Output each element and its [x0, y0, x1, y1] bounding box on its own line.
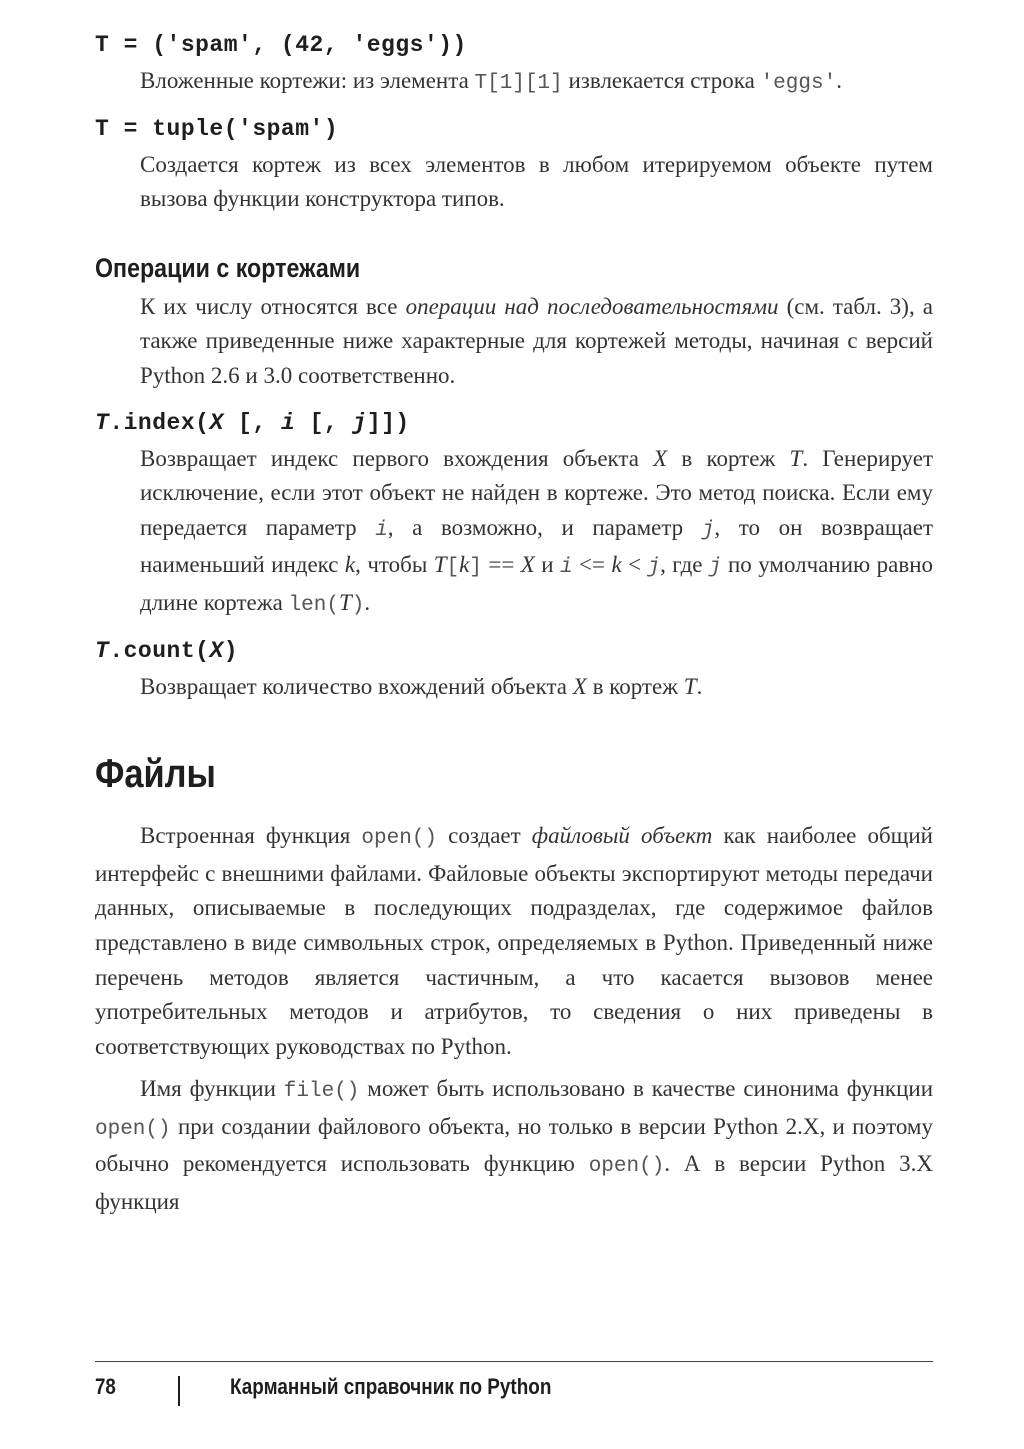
- var: i: [375, 518, 388, 542]
- text: извлекается строка: [562, 68, 761, 93]
- code: len(: [288, 593, 339, 617]
- text: Имя функции: [140, 1076, 284, 1102]
- emphasis: файловый объект: [531, 823, 713, 849]
- text: , чтобы: [355, 552, 434, 578]
- text: в кортеж: [667, 445, 790, 471]
- text: по умолчанию равно длине кортежа: [140, 552, 934, 615]
- var: T: [789, 445, 803, 471]
- param: X: [209, 637, 224, 664]
- text: при создании файлового объекта, но только в версии Python 2.X, и поэтому обычно рекомендуется использовать функцию: [95, 1113, 933, 1177]
- code: [,: [295, 409, 353, 436]
- param: T: [95, 409, 110, 436]
- text: .: [836, 68, 842, 93]
- text: .: [364, 589, 371, 615]
- text: (см. табл. 3), а также приведенные ниже характерные для кортежей методы, начиная с версий Python 2.6 и 3.0 соответственно.: [140, 293, 933, 388]
- text: Возвращает индекс первого вхождения объекта: [140, 445, 654, 471]
- var: i: [560, 556, 573, 580]
- var: X: [572, 673, 587, 699]
- param: j: [352, 409, 367, 436]
- inline-code: file(): [283, 1080, 360, 1104]
- var: j: [647, 556, 661, 580]
- section-heading-tuple-ops: Операции с кортежами: [95, 252, 361, 283]
- code: ): [223, 637, 239, 664]
- code: .index(: [109, 409, 210, 436]
- method-desc-count: [140, 670, 933, 705]
- var: j: [708, 556, 722, 580]
- files-paragraph-1: [95, 819, 933, 1064]
- method-desc-index: [140, 442, 933, 624]
- book-title: Карманный справочник по Python: [230, 1374, 552, 1399]
- text: , где: [660, 552, 709, 578]
- code: ): [351, 593, 365, 617]
- text: создает: [437, 823, 532, 849]
- var: X: [653, 445, 668, 471]
- text: Возвращает количество вхождений объекта: [140, 673, 573, 699]
- code: [,: [223, 409, 281, 436]
- text: в кортеж: [586, 673, 684, 699]
- param: T: [95, 637, 110, 664]
- footer-divider: [95, 1361, 933, 1362]
- entry-desc-tuple: Создается кортеж из всех элементов в любом итерируемом объекте путем вызова функции конструктора типов.: [140, 151, 933, 212]
- text: как наиболее общий интерфейс с внешними файлами. Файловые объекты экспортируют методы передачи данных, описываемые в последующих подразделах, где содержимое файлов представлено в виде символьных строк, определяемых в Python. Приведенный ниже перечень методов является частичным, а что касается вызовов менее употребительных методов и атрибутов, то сведения о них приведены в соответствующих руководствах по Python.: [95, 823, 933, 1059]
- var: T: [339, 589, 352, 615]
- text: . А в версии Python 3.X функция: [95, 1151, 933, 1215]
- text: .: [696, 673, 703, 699]
- section-tuple-ops: [95, 253, 933, 394]
- entry-heading-tuple: T = tuple('spam'): [95, 115, 339, 142]
- files-paragraph-2: [95, 1072, 933, 1219]
- entry-desc-nested: [140, 64, 933, 102]
- var: k: [611, 552, 622, 578]
- entry-heading-nested: T = ('spam', (42, 'eggs')): [95, 32, 467, 58]
- text: Вложенные кортежи: из элемента: [140, 68, 475, 93]
- code: ]]): [366, 409, 410, 436]
- param: i: [280, 409, 296, 436]
- text: Встроенная функция: [140, 823, 362, 849]
- inline-code: T[1][1]: [474, 72, 563, 95]
- text: <: [621, 552, 648, 578]
- var: k: [344, 552, 356, 578]
- param: X: [209, 409, 224, 436]
- page-content: [95, 30, 933, 1220]
- text: <=: [572, 552, 612, 578]
- text: и: [534, 552, 561, 578]
- text: . Генерирует исключение, если этот объект не найден в кортеже. Это метод поиска. Если ему передается параметр: [140, 445, 933, 540]
- var: T: [683, 673, 697, 699]
- text: , то он возвращает наименьший индекс: [140, 514, 934, 578]
- text: К их числу относятся все: [140, 293, 406, 319]
- page-footer: [95, 1374, 552, 1400]
- method-heading-count: [95, 636, 933, 666]
- inline-code: open(): [588, 1155, 665, 1179]
- code: .count(: [109, 637, 210, 664]
- var: T: [433, 552, 447, 578]
- text: может быть использовано в качестве синонима функции: [359, 1076, 934, 1102]
- var: X: [520, 552, 535, 578]
- code: [: [446, 556, 460, 580]
- var: k: [459, 552, 470, 578]
- text: , а возможно, и параметр: [387, 514, 702, 540]
- code: ]: [469, 556, 482, 580]
- inline-code: 'eggs': [760, 72, 837, 95]
- inline-code: open(): [95, 1117, 171, 1141]
- method-heading-index: [95, 408, 933, 438]
- footer-separator: [178, 1376, 180, 1406]
- emphasis: операции над последовательностями: [405, 293, 779, 319]
- page-number: 78: [95, 1374, 116, 1399]
- section-heading-files: Файлы: [95, 752, 216, 797]
- inline-code: open(): [361, 827, 438, 851]
- section-intro: [140, 290, 933, 394]
- text: ==: [481, 552, 521, 578]
- var: j: [701, 518, 715, 542]
